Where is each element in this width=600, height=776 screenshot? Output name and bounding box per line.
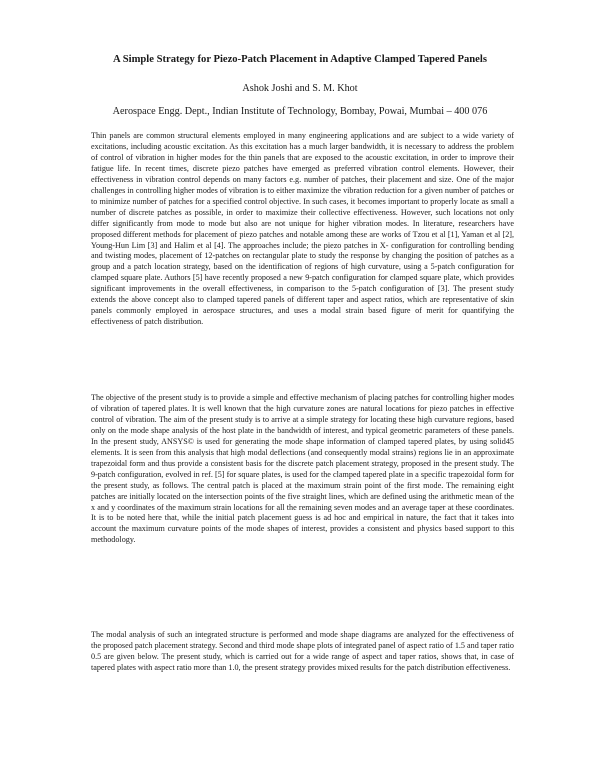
paper-title: A Simple Strategy for Piezo-Patch Placement in Adaptive Clamped Tapered Panels xyxy=(113,54,487,65)
paper-affiliation: Aerospace Engg. Dept., Indian Institute of Technology, Bombay, Powai, Mumbai – 400 076 xyxy=(112,106,488,117)
body-paragraph-1: Thin panels are common structural elements employed in many engineering applications and are subject to a wide variety of excitations, including acoustic excitation. As this excitation has a much larger bandwidth, it is necessary to address the problem of control of vibration in higher modes for the thin panels that are exposed to the acoustic excitation, in order to improve their fatigue life. In recent times, discrete piezo patches have emerged as preferred vibration control elements. However, their effectiveness in vibration control depends on many factors e.g. number of patches, their placement and size. One of the major challenges in controlling higher modes of vibration is to either maximize the vibration reduction for a given number of patches or to minimize number of patches for a specified control objective. In such cases, it becomes important to properly locate as small a number of discrete patches as possible, in order to maximize their collective effectiveness. However, such locations not only differ significantly from mode to mode but also are not unique for higher vibration modes. In literature, researchers have proposed different methods for placement of piezo patches and notable among these are works of Tzou et al [1], Yaman et al [2], Young-Hun Lim [3] and Halim et al [4]. The approaches include; the piezo patches in X- configuration for controlling bending and twisting modes, placement of 12-patches on rectangular plate to study the response by changing the position of patches as a group and a patch location strategy, based on the identification of regions of high curvature, using a 5-patch configuration for clamped square plate. Authors [5] have recently proposed a new 9-patch configuration for clamped square plate, which provides significant improvements in the overall effectiveness, in comparison to the 5-patch configuration of [3]. The present study extends the above concept also to clamped tapered panels of different taper and aspect ratios, which are representative of skin panels commonly employed in aerospace structures, and uses a modal strain based figure of merit for quantifying the effectiveness of patch distribution. xyxy=(91,131,514,327)
body-paragraph-2: The objective of the present study is to provide a simple and effective mechanism of placing patches for controlling higher modes of vibration of tapered plates. It is well known that the high curvature zones are natural locations for piezo patches in effective control of vibration. The aim of the present study is to arrive at a simple strategy for locating these high curvature regions, based only on the mode shape analysis of the host plate in the bandwidth of interest, and typical geometric parameters of these panels. In the present study, ANSYS© is used for generating the mode shape information of clamped tapered plates, by using solid45 elements. It is seen from this analysis that high modal deflections (and consequently modal strains) regions lie in an approximate trapezoidal form and thus provide a consistent basis for the discrete patch placement strategy, proposed in the present study. The 9-patch configuration, evolved in ref. [5] for square plates, is used for the clamped tapered plate in a specific trapezoidal form for the present study, as follows. The central patch is placed at the maximum strain point of the first mode. The remaining eight patches are initially located on the intersection points of the five straight lines, which are defined using the arithmetic mean of the x and y coordinates of the maximum strain locations for all the remaining seven modes and an average taper at these coordinates. It is to be noted here that, while the initial patch placement guess is ad hoc and empirical in nature, the fact that it takes into account the maximum curvature points of the mode shapes of interest, provides a consistent and physics based support to this methodology. xyxy=(91,393,514,545)
paper-authors: Ashok Joshi and S. M. Khot xyxy=(242,83,358,94)
body-paragraph-3: The modal analysis of such an integrated structure is performed and mode shape diagrams are analyzed for the effectiveness of the proposed patch placement strategy. Second and third mode shape plots of integrated panel of aspect ratio of 1.5 and taper ratio 0.5 are given below. The present study, which is carried out for a wide range of aspect and taper ratios, shows that, in case of tapered plates with aspect ratio more than 1.0, the present strategy provides mixed results for the patch distribution effectiveness. xyxy=(91,630,514,672)
